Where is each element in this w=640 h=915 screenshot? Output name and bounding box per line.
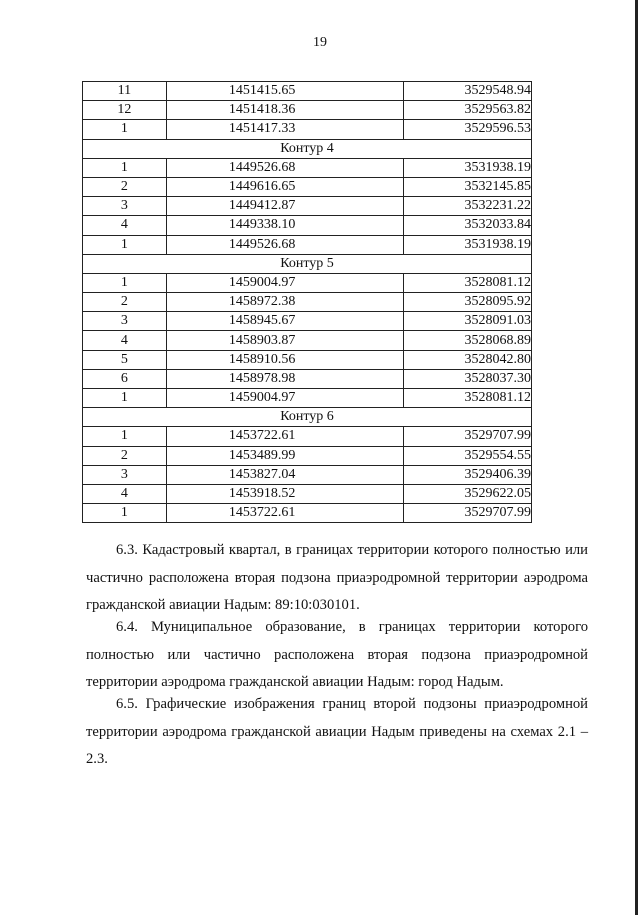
- paragraph-6-3: 6.3. Кадастровый квартал, в границах территории которого полностью или частично расположена вторая подзона приаэродромной территории аэродрома гражданской авиации Надым: 89:10:030101.: [86, 542, 588, 613]
- point-number-cell: 4: [83, 331, 167, 350]
- y-coordinate-cell: 3528037.30: [403, 369, 532, 388]
- y-coordinate-cell: 3528042.80: [403, 350, 532, 369]
- y-coordinate-cell: 3528091.03: [403, 312, 532, 331]
- table-row: [83, 350, 532, 369]
- y-coordinate-cell: 3529707.99: [403, 427, 532, 446]
- point-number-cell: 3: [83, 312, 167, 331]
- y-coordinate-cell: 3529554.55: [403, 446, 532, 465]
- point-number-cell: 6: [83, 369, 167, 388]
- table-row: [83, 273, 532, 292]
- table-row: [83, 101, 532, 120]
- x-coordinate-cell: 1451415.65: [166, 82, 403, 101]
- y-coordinate-cell: 3532033.84: [403, 216, 532, 235]
- x-coordinate-cell: 1458945.67: [166, 312, 403, 331]
- point-number-cell: 4: [83, 484, 167, 503]
- x-coordinate-cell: 1459004.97: [166, 273, 403, 292]
- y-coordinate-cell: 3529406.39: [403, 465, 532, 484]
- table-row: [83, 484, 532, 503]
- point-number-cell: 11: [83, 82, 167, 101]
- table-row: [83, 389, 532, 408]
- x-coordinate-cell: 1453918.52: [166, 484, 403, 503]
- y-coordinate-cell: 3528068.89: [403, 331, 532, 350]
- paragraph-6-4: 6.4. Муниципальное образование, в границах территории которого полностью или частично расположена вторая подзона приаэродромной территории аэродрома гражданской авиации Надым: город Надым.: [86, 619, 588, 690]
- x-coordinate-cell: 1451417.33: [166, 120, 403, 139]
- x-coordinate-cell: 1453827.04: [166, 465, 403, 484]
- contour-title: Контур 6: [83, 408, 532, 427]
- paragraph-6-5: 6.5. Графические изображения границ второй подзоны приаэродромной территории аэродрома гражданской авиации Надым приведены на схемах 2.1 – 2.3.: [86, 696, 588, 767]
- table-row: [83, 235, 532, 254]
- x-coordinate-cell: 1453722.61: [166, 504, 403, 523]
- point-number-cell: 1: [83, 158, 167, 177]
- x-coordinate-cell: 1458978.98: [166, 369, 403, 388]
- point-number-cell: 1: [83, 504, 167, 523]
- y-coordinate-cell: 3531938.19: [403, 158, 532, 177]
- x-coordinate-cell: 1449616.65: [166, 177, 403, 196]
- point-number-cell: 2: [83, 446, 167, 465]
- y-coordinate-cell: 3529596.53: [403, 120, 532, 139]
- table-row: [83, 312, 532, 331]
- x-coordinate-cell: 1449526.68: [166, 158, 403, 177]
- table-row: [83, 177, 532, 196]
- table-row: [83, 197, 532, 216]
- point-number-cell: 12: [83, 101, 167, 120]
- point-number-cell: 3: [83, 465, 167, 484]
- contour-title: Контур 4: [83, 139, 532, 158]
- point-number-cell: 3: [83, 197, 167, 216]
- coordinates-table-body: [83, 82, 532, 523]
- coordinates-table: [82, 81, 532, 523]
- table-row: [83, 369, 532, 388]
- x-coordinate-cell: 1459004.97: [166, 389, 403, 408]
- table-row: [83, 465, 532, 484]
- y-coordinate-cell: 3529548.94: [403, 82, 532, 101]
- table-row: [83, 120, 532, 139]
- point-number-cell: 2: [83, 293, 167, 312]
- x-coordinate-cell: 1453489.99: [166, 446, 403, 465]
- point-number-cell: 1: [83, 427, 167, 446]
- table-row: [83, 158, 532, 177]
- y-coordinate-cell: 3528095.92: [403, 293, 532, 312]
- x-coordinate-cell: 1453722.61: [166, 427, 403, 446]
- x-coordinate-cell: 1449526.68: [166, 235, 403, 254]
- x-coordinate-cell: 1449338.10: [166, 216, 403, 235]
- point-number-cell: 4: [83, 216, 167, 235]
- x-coordinate-cell: 1458972.38: [166, 293, 403, 312]
- table-row: [83, 504, 532, 523]
- table-section-row: [83, 408, 532, 427]
- y-coordinate-cell: 3528081.12: [403, 273, 532, 292]
- y-coordinate-cell: 3532231.22: [403, 197, 532, 216]
- x-coordinate-cell: 1449412.87: [166, 197, 403, 216]
- point-number-cell: 1: [83, 273, 167, 292]
- table-row: [83, 446, 532, 465]
- y-coordinate-cell: 3529707.99: [403, 504, 532, 523]
- y-coordinate-cell: 3528081.12: [403, 389, 532, 408]
- table-row: [83, 216, 532, 235]
- point-number-cell: 5: [83, 350, 167, 369]
- point-number-cell: 2: [83, 177, 167, 196]
- y-coordinate-cell: 3532145.85: [403, 177, 532, 196]
- contour-title: Контур 5: [83, 254, 532, 273]
- table-row: [83, 427, 532, 446]
- table-row: [83, 82, 532, 101]
- table-section-row: [83, 139, 532, 158]
- table-row: [83, 331, 532, 350]
- y-coordinate-cell: 3529622.05: [403, 484, 532, 503]
- point-number-cell: 1: [83, 120, 167, 139]
- x-coordinate-cell: 1458903.87: [166, 331, 403, 350]
- x-coordinate-cell: 1458910.56: [166, 350, 403, 369]
- scan-edge-line: [635, 0, 638, 915]
- table-section-row: [83, 254, 532, 273]
- y-coordinate-cell: 3531938.19: [403, 235, 532, 254]
- page-number: 19: [313, 35, 327, 50]
- y-coordinate-cell: 3529563.82: [403, 101, 532, 120]
- table-row: [83, 293, 532, 312]
- x-coordinate-cell: 1451418.36: [166, 101, 403, 120]
- point-number-cell: 1: [83, 389, 167, 408]
- point-number-cell: 1: [83, 235, 167, 254]
